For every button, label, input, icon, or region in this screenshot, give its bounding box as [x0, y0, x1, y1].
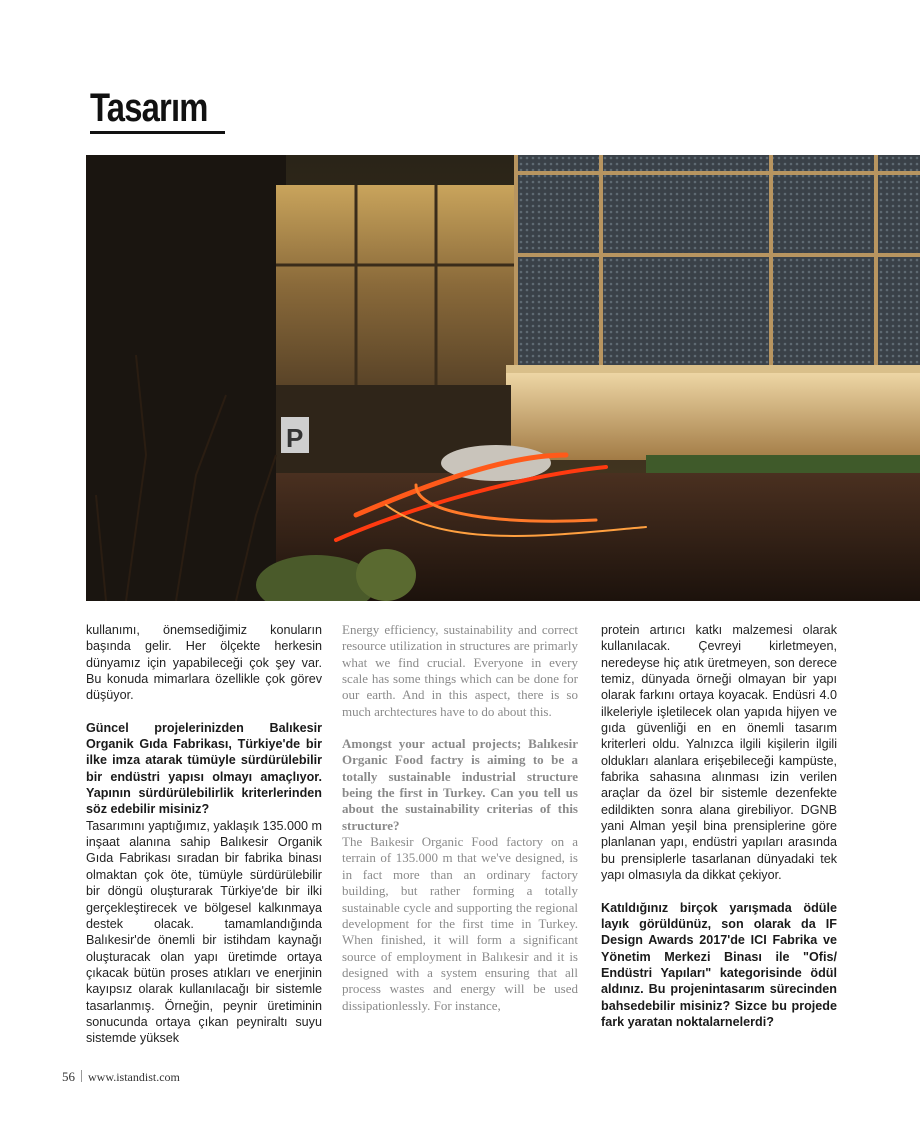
column-2: [342, 622, 578, 1014]
interview-answer-english: The Baıkesir Organic Food factory on a terrain of 135.000 m that we've designed, is in fact more than an ordinary factory building, but rather forming a totally sustainable cycle and supporting the regional development for the first time in Turkey. When finished, it will form a significant source of employment in Balıkesir and it is designed with a system ensuring that all process wastes and energy will be used dissipationlessly. For instance,: [342, 834, 578, 1013]
column-1: [86, 622, 322, 1047]
hero-photo: [86, 155, 920, 601]
page-number: 56: [62, 1069, 75, 1084]
paragraph-english: Energy efficiency, sustainability and correct resource utilization in structures are primarly what we find crucial. Everyone in every scale has some things which can be done for our earth. And in this aspect, there is so much archtectures have to do about this.: [342, 622, 578, 719]
column-3: [601, 622, 837, 1030]
website-link[interactable]: www.istandist.com: [88, 1070, 180, 1084]
interview-question-english: Amongst your actual projects; Balıkesir Organic Food factry is aiming to be a totally sustainable industrial structure being the first in Turkey. Can you tell us about the sustainability criterias of this structure?: [342, 736, 578, 833]
paragraph: protein artırıcı katkı malzemesi olarak kullanılacak. Çevreyi kirletmeyen, neredeyse hiç atık üretmeyen, son derece temiz, dünyada örneği olmayan bir yapı olarak farkını ortaya koyacak. Endüsri 4.0 ilkeleriyle işletilecek olan yapıda hijyen ve gıda güvenliği en en önemli tasarım kriterleri oldu. Yalnızca ilgili kişilerin ilgili oldukları alanlara erişebileceği kampüste, fabrika sahasına alınması izin verilen araçlar da özel bir sistemle dezenfekte edildikten sonra alana girebiliyor. DGNB yani Alman yeşil bina prensiplerine göre planlanan yapı, endüstri yapıları arasında bu prensiplerle tasarlanan dünyadaki tek yapı olmasıyla da dikkat çekiyor.: [601, 623, 837, 883]
title-underline: [90, 131, 225, 134]
interview-question: Güncel projelerinizden Balıkesir Organik Gıda Fabrikası, Türkiye'de bir ilke imza atarak tümüyle sürdürülebilir bir endüstri yapısı olmayı amaçlıyor. Yapının sürdürülebilirlik kriterlerinden söz edebilir misiniz?: [86, 720, 322, 817]
paragraph: kullanımı, önemsediğimiz konuların başında gelir. Her ölçekte herkesin dünyamız için yapabileceği çok şey var. Bu konuda mimarlara özellikle çok görev düşüyor.: [86, 623, 322, 703]
parking-sign: P: [286, 423, 304, 453]
footer-divider: [81, 1070, 82, 1082]
interview-answer: Tasarımını yaptığımız, yaklaşık 135.000 m inşaat alanına sahip Balıkesir Organik Gıda Fabrikası sıradan bir fabrika binası olmaktan çok öte, tümüyle sürdürülebilir bir döngü oluşturarak Türkiye'de bir ilki gerçekleştirecek ve bölgesel kalkınmaya destek olacak. tamamlandığında Balıkesir'de önemli bir istihdam kaynağı oluşturacak olan yapı üretimde ortaya çıkacak bütün proses atıkları ve enerjinin kayıpsız olarak kullanılacağı bir sistemle tasarlanmış. Örneğin, peynir üretiminin sonucunda ortaya çıkan peyniraltı suyu sistemde yüksek: [86, 818, 322, 1046]
interview-question: Katıldığınız birçok yarışmada ödüle layık görüldünüz, son olarak da IF Design Awards 2017'de ICI Fabrika ve Yönetim Merkezi Binası ile "Ofis/ Endüstri Yapıları" kategorisinde ödül aldınız. Bu projenintasarım sürecinden bahsedebilir misiniz? Sizce bu projede fark yaratan noktalarnelerdi?: [601, 900, 837, 1029]
section-title: Tasarım: [90, 86, 208, 130]
page-footer: [62, 1069, 180, 1085]
